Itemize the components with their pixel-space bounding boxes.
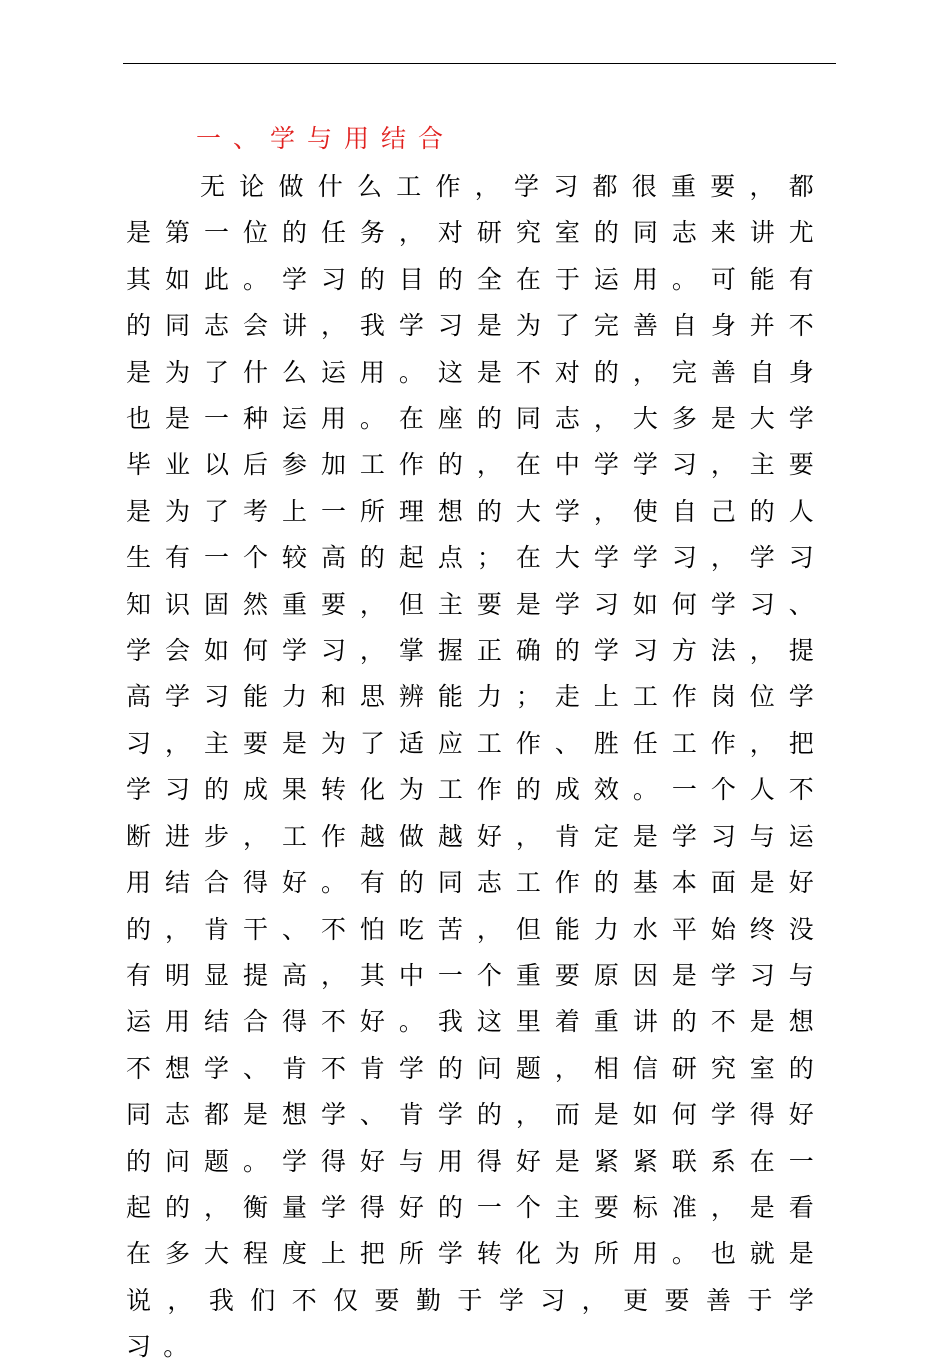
body-paragraph: 无论做什么工作，学习都很重要，都是第一位的任务，对研究室的同志来讲尤其如此。学习的目的全在于运用。可能有的同志会讲，我学习是为了完善自身并不是为了什么运用。这是不对的，完善自身也是一种运用。在座的同志，大多是大学毕业以后参加工作的，在中学学习，主要是为了考上一所理想的大学，使自己的人生有一个较高的起点；在大学学习，学习知识固然重要，但主要是学习如何学习、学会如何学习，掌握正确的学习方法，提高学习能力和思辨能力；走上工作岗位学习，主要是为了适应工作、胜任工作，把学习的成果转化为工作的成效。一个人不断进步，工作越做越好，肯定是学习与运用结合得好。有的同志工作的基本面是好的，肯干、不怕吃苦，但能力水平始终没有明显提高，其中一个重要原因是学习与运用结合得不好。我这里着重讲的不是想不想学、肯不肯学的问题，相信研究室的同志都是想学、肯学的，而是如何学得好的问题。学得好与用得好是紧紧联系在一起的，衡量学得好的一个主要标准，是看在多大程度上把所学转化为所用。也就是说，我们不仅要勤于学习，更要善于学习。 <box>126 172 826 1362</box>
section-heading: 一、学与用结合 <box>196 124 456 153</box>
header-divider <box>123 63 836 64</box>
